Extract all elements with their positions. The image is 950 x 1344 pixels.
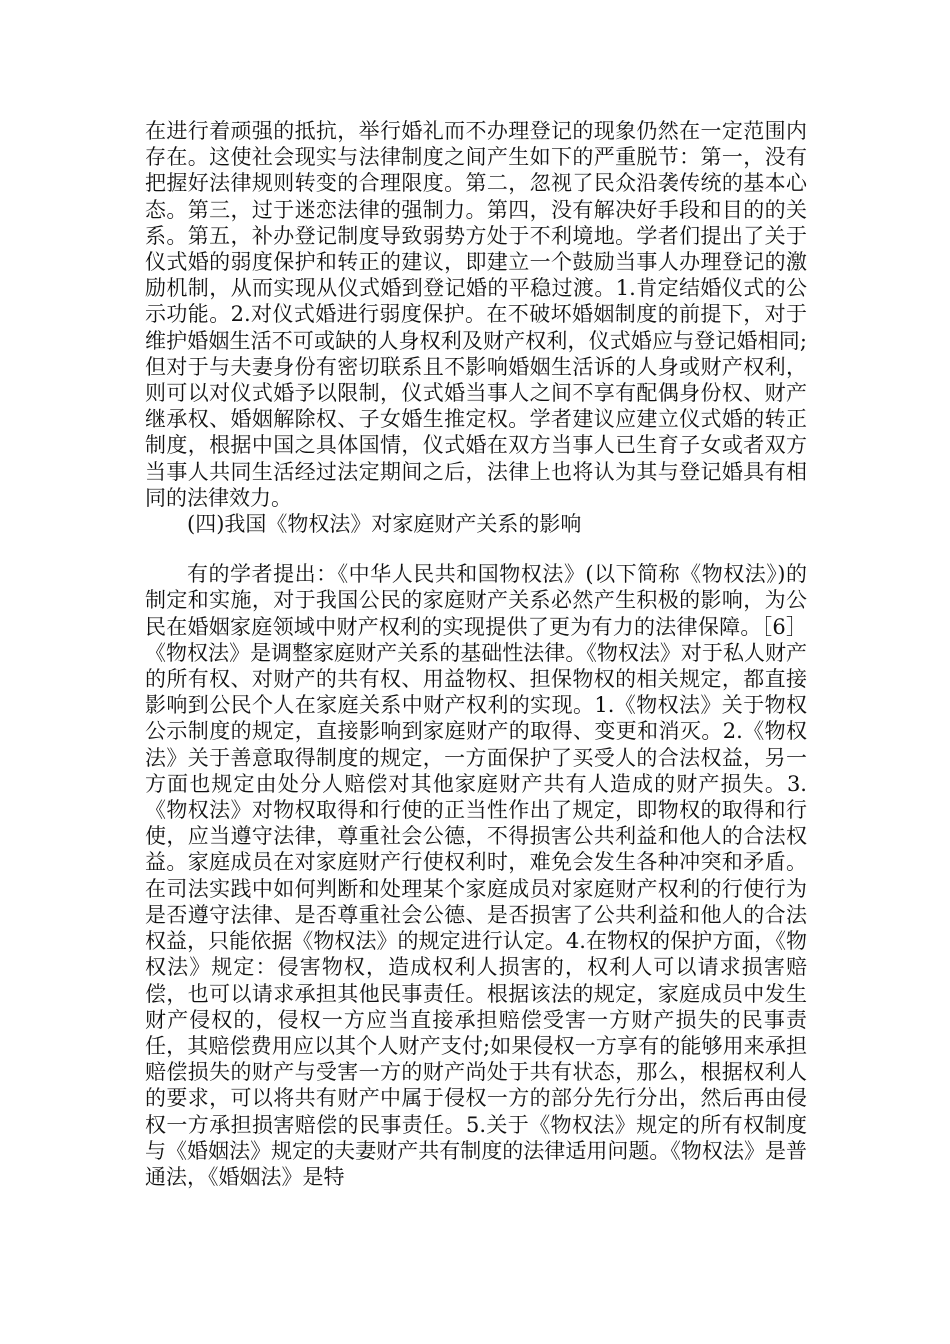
body-paragraph-1: 在进行着顽强的抵抗，举行婚礼而不办理登记的现象仍然在一定范围内存在。这使社会现实与法律制度之间产生如下的严重脱节：第一，没有把握好法律规则转变的合理限度。第二，忽视了民众沿袭传统的基本心态。第三，过于迷恋法律的强制力。第四，没有解决好手段和目的的关系。第五，补办登记制度导致弱势方处于不利境地。学者们提出了关于仪式婚的弱度保护和转正的建议，即建立一个鼓励当事人办理登记的激励机制，从而实现从仪式婚到登记婚的平稳过渡。1.肯定结婚仪式的公示功能。2.对仪式婚进行弱度保护。在不破坏婚姻制度的前提下，对于维护婚姻生活不可或缺的人身权利及财产权利，仪式婚应与登记婚相同;但对于与夫妻身份有密切联系且不影响婚姻生活诉的人身或财产权利，则可以对仪式婚予以限制，仪式婚当事人之间不享有配偶身份权、财产继承权、婚姻解除权、子女婚生推定权。学者建议应建立仪式婚的转正制度，根据中国之具体国情，仪式婚在双方当事人已生育子女或者双方当事人共同生活经过法定期间之后，法律上也将认为其与登记婚具有相同的法律效力。 xyxy=(145,119,807,510)
section-heading: (四)我国《物权法》对家庭财产关系的影响 xyxy=(187,512,582,537)
document-page xyxy=(145,118,807,1190)
body-paragraph-2: 有的学者提出：《中华人民共和国物权法》(以下简称《物权法》)的制定和实施，对于我国公民的家庭财产关系必然产生积极的影响，为公民在婚姻家庭领域中财产权利的实现提供了更为有力的法律保障。［6］《物权法》是调整家庭财产关系的基础性法律。《物权法》对于私人财产的所有权、对财产的共有权、用益物权、担保物权的相关规定，都直接影响到公民个人在家庭关系中财产权利的实现。1.《物权法》关于物权公示制度的规定，直接影响到家庭财产的取得、变更和消灭。2.《物权法》关于善意取得制度的规定，一方面保护了买受人的合法权益，另一方面也规定由处分人赔偿对其他家庭财产共有人造成的财产损失。3.《物权法》对物权取得和行使的正当性作出了规定，即物权的取得和行使，应当遵守法律，尊重社会公德，不得损害公共利益和他人的合法权益。家庭成员在对家庭财产行使权利时，难免会发生各种冲突和矛盾。在司法实践中如何判断和处理某个家庭成员对家庭财产权利的行使行为是否遵守法律、是否尊重社会公德、是否损害了公共利益和他人的合法权益，只能依据《物权法》的规定进行认定。4.在物权的保护方面，《物权法》规定：侵害物权，造成权利人损害的，权利人可以请求损害赔偿，也可以请求承担其他民事责任。根据该法的规定，家庭成员中发生财产侵权的，侵权一方应当直接承担赔偿受害一方财产损失的民事责任，其赔偿费用应以其个人财产支付;如果侵权一方享有的能够用来承担赔偿损失的财产与受害一方的财产尚处于共有状态，那么，根据权利人的要求，可以将共有财产中属于侵权一方的部分先行分出，然后再由侵权一方承担损害赔偿的民事责任。5.关于《物权法》规定的所有权制度与《婚姻法》规定的夫妻财产共有制度的法律适用问题。《物权法》是普通法，《婚姻法》是特 xyxy=(145,562,807,1189)
